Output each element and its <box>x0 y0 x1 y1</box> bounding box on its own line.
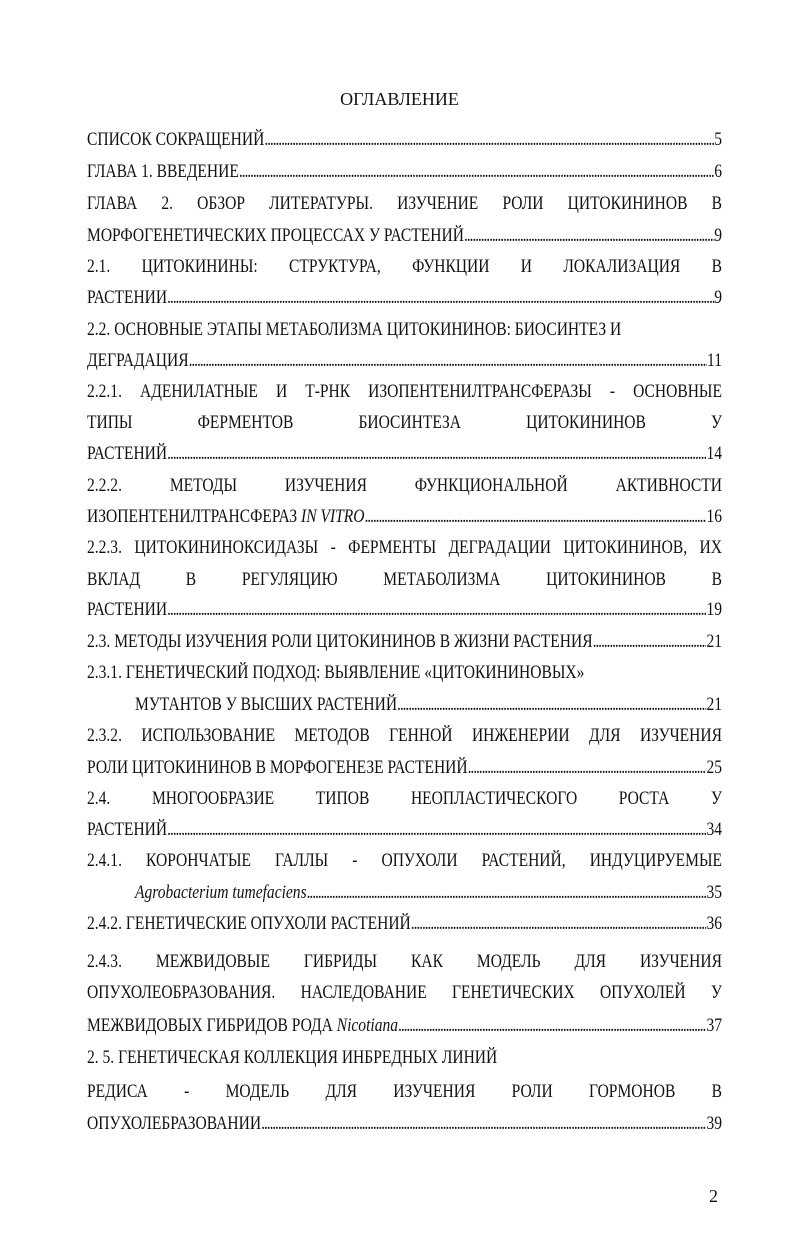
page-title: ОГЛАВЛЕНИЕ <box>340 89 459 109</box>
toc-entry <box>135 881 722 905</box>
toc-entry <box>87 1046 722 1070</box>
toc-entry <box>87 128 722 152</box>
toc-entry-title <box>87 160 239 184</box>
toc-entry <box>87 255 722 279</box>
toc-entry-page: 9 <box>714 226 722 246</box>
toc-entry-title <box>135 693 397 717</box>
toc-entry-title <box>87 598 167 622</box>
toc-entry-text: 2. 5. ГЕНЕТИЧЕСКАЯ КОЛЛЕКЦИЯ ИНБРЕДНЫХ ЛИНИЙ <box>87 1048 498 1068</box>
toc-entry-text: ТИПЫ ФЕРМЕНТОВ БИОСИНТЕЗА ЦИТОКИНИНОВ У <box>87 413 722 433</box>
dot-leader <box>411 912 707 936</box>
dot-leader <box>264 128 714 152</box>
toc-entry-title <box>87 818 167 842</box>
toc-entry-title <box>87 1014 398 1038</box>
toc-entry <box>87 536 722 560</box>
toc-entry <box>87 568 722 592</box>
toc-entry-text: Nicotiana <box>336 1016 399 1036</box>
toc-entry <box>87 160 722 184</box>
toc-entry <box>87 1112 722 1136</box>
toc-entry <box>87 724 722 748</box>
toc-entry-text: РАСТЕНИИ <box>87 288 168 308</box>
toc-entry-title <box>87 912 411 936</box>
toc-entry-page: 14 <box>706 444 722 464</box>
toc-entry <box>87 981 722 1005</box>
dot-leader <box>261 1112 706 1136</box>
toc-entry-text: ГЛАВА 1. ВВЕДЕНИЕ <box>87 162 239 182</box>
toc-entry <box>87 192 722 216</box>
toc-entry <box>87 661 722 685</box>
toc-entry-page: 39 <box>706 1114 722 1134</box>
toc-entry-text: 2.3.2. ИСПОЛЬЗОВАНИЕ МЕТОДОВ ГЕННОЙ ИНЖЕНЕРИИ ДЛЯ ИЗУЧЕНИЯ <box>87 726 722 746</box>
toc-entry-page: 21 <box>706 695 722 715</box>
toc-entry-page: 37 <box>706 1016 722 1036</box>
toc-entry-text: 2.3. МЕТОДЫ ИЗУЧЕНИЯ РОЛИ ЦИТОКИНИНОВ В ЖИЗНИ РАСТЕНИЯ <box>87 632 593 652</box>
dot-leader <box>189 349 707 373</box>
dot-leader <box>593 630 707 654</box>
toc-entry <box>87 756 722 780</box>
toc-entry-title <box>87 505 364 529</box>
toc-entry <box>87 505 722 529</box>
toc-entry-title <box>135 881 307 905</box>
toc-entry <box>87 598 722 622</box>
dot-leader <box>167 286 714 310</box>
toc-entry-text: РЕДИСА - МОДЕЛЬ ДЛЯ ИЗУЧЕНИЯ РОЛИ ГОРМОНОВ В <box>87 1082 722 1102</box>
dot-leader <box>239 160 714 184</box>
toc-entry-title <box>87 128 264 152</box>
toc-entry-text: IN VITRO <box>301 507 365 527</box>
toc-entry-text: ДЕГРАДАЦИЯ <box>87 351 189 371</box>
toc-entry-text: ОПУХОЛЕБРАЗОВАНИИ <box>87 1114 262 1134</box>
dot-leader <box>468 756 707 780</box>
toc-entry-page: 25 <box>706 758 722 778</box>
toc-entry <box>87 630 722 654</box>
toc-entry-text: 2.4. МНОГООБРАЗИЕ ТИПОВ НЕОПЛАСТИЧЕСКОГО РОСТА У <box>87 789 722 809</box>
toc-entry-text: Agrobacterium tumefaciens <box>135 883 307 903</box>
dot-leader <box>364 505 706 529</box>
toc-entry <box>87 411 722 435</box>
toc-entry-title <box>87 756 468 780</box>
toc-entry-text: 2.4.3. МЕЖВИДОВЫЕ ГИБРИДЫ КАК МОДЕЛЬ ДЛЯ ИЗУЧЕНИЯ <box>87 952 722 972</box>
toc-entry-text: 2.4.2. ГЕНЕТИЧЕСКИЕ ОПУХОЛИ РАСТЕНИЙ <box>87 914 411 934</box>
toc-entry-text: ОПУХОЛЕОБРАЗОВАНИЯ. НАСЛЕДОВАНИЕ ГЕНЕТИЧЕСКИХ ОПУХОЛЕЙ У <box>87 983 722 1003</box>
toc-entry <box>87 787 722 811</box>
toc-entry-page: 21 <box>706 632 722 652</box>
toc-entry-page: 36 <box>706 914 722 934</box>
dot-leader <box>307 881 707 905</box>
toc-entry-text: МОРФОГЕНЕТИЧЕСКИХ ПРОЦЕССАХ У РАСТЕНИЙ <box>87 226 464 246</box>
toc-entry-title <box>87 1048 497 1068</box>
toc-entry-text: РАСТЕНИЙ <box>87 820 168 840</box>
toc-entry-title <box>87 663 584 683</box>
toc-entry-page: 11 <box>707 351 722 371</box>
dot-leader <box>397 693 706 717</box>
toc-entry-text: 2.2.2. МЕТОДЫ ИЗУЧЕНИЯ ФУНКЦИОНАЛЬНОЙ АКТИВНОСТИ <box>87 476 722 496</box>
toc-entry-text: МЕЖВИДОВЫХ ГИБРИДОВ РОДА <box>87 1016 337 1036</box>
toc-entry <box>87 442 722 466</box>
toc-entry-page: 19 <box>706 600 722 620</box>
toc-entry-text: МУТАНТОВ У ВЫСШИХ РАСТЕНИЙ <box>135 695 398 715</box>
toc-entry-text: ИЗОПЕНТЕНИЛТРАНСФЕРАЗ <box>87 507 302 527</box>
toc-entry-title <box>87 1112 261 1136</box>
toc-entry-title <box>87 320 621 340</box>
toc-entry <box>87 912 722 936</box>
toc-entry <box>87 1014 722 1038</box>
toc-entry <box>87 318 722 342</box>
toc-entry-text: 2.4.1. КОРОНЧАТЫЕ ГАЛЛЫ - ОПУХОЛИ РАСТЕНИЙ, ИНДУЦИРУЕМЫЕ <box>87 851 722 871</box>
dot-leader <box>398 1014 706 1038</box>
toc-entry-page: 5 <box>714 130 722 150</box>
toc-entry <box>87 1080 722 1104</box>
toc-entry-text: РОЛИ ЦИТОКИНИНОВ В МОРФОГЕНЕЗЕ РАСТЕНИЙ <box>87 758 468 778</box>
toc-entry <box>87 349 722 373</box>
toc-entry <box>87 950 722 974</box>
toc-entry <box>87 849 722 873</box>
toc-entry <box>87 818 722 842</box>
toc-entry <box>135 693 722 717</box>
toc-entry-title <box>87 224 464 248</box>
toc-entry-text: СПИСОК СОКРАЩЕНИЙ <box>87 130 265 150</box>
toc-entry-title <box>87 286 167 310</box>
toc-entry-text: 2.2.3. ЦИТОКИНИНОКСИДАЗЫ - ФЕРМЕНТЫ ДЕГРАДАЦИИ ЦИТОКИНИНОВ, ИХ <box>87 538 722 558</box>
toc-entry-title <box>87 442 167 466</box>
toc-entry-text: ВКЛАД В РЕГУЛЯЦИЮ МЕТАБОЛИЗМА ЦИТОКИНИНОВ В <box>87 570 722 590</box>
toc-entry-text: ГЛАВА 2. ОБЗОР ЛИТЕРАТУРЫ. ИЗУЧЕНИЕ РОЛИ ЦИТОКИНИНОВ В <box>87 194 722 214</box>
toc-entry-text: 2.3.1. ГЕНЕТИЧЕСКИЙ ПОДХОД: ВЫЯВЛЕНИЕ «ЦИТОКИНИНОВЫХ» <box>87 663 585 683</box>
toc-entry <box>87 380 722 404</box>
toc-entry-page: 9 <box>714 288 722 308</box>
toc-entry <box>87 474 722 498</box>
dot-leader <box>167 442 706 466</box>
toc-entry-page: 6 <box>714 162 722 182</box>
toc-entry <box>87 286 722 310</box>
toc-entry-text: 2.1. ЦИТОКИНИНЫ: СТРУКТУРА, ФУНКЦИИ И ЛОКАЛИЗАЦИЯ В <box>87 257 722 277</box>
toc-entry-page: 35 <box>706 883 722 903</box>
dot-leader <box>464 224 714 248</box>
dot-leader <box>167 818 706 842</box>
toc-entry-text: 2.2.1. АДЕНИЛАТНЫЕ И Т-РНК ИЗОПЕНТЕНИЛТРАНСФЕРАЗЫ - ОСНОВНЫЕ <box>87 382 722 402</box>
toc-entry-text: РАСТЕНИЙ <box>87 444 168 464</box>
toc-entry-page: 16 <box>706 507 722 527</box>
page-number: 2 <box>709 1186 718 1206</box>
toc-entry-title <box>87 630 593 654</box>
dot-leader <box>167 598 706 622</box>
toc-entry-page: 34 <box>706 820 722 840</box>
toc-entry <box>87 224 722 248</box>
toc-entry-title <box>87 349 189 373</box>
toc-entry-text: 2.2. ОСНОВНЫЕ ЭТАПЫ МЕТАБОЛИЗМА ЦИТОКИНИНОВ: БИОСИНТЕЗ И <box>87 320 622 340</box>
toc-entry-text: РАСТЕНИИ <box>87 600 168 620</box>
